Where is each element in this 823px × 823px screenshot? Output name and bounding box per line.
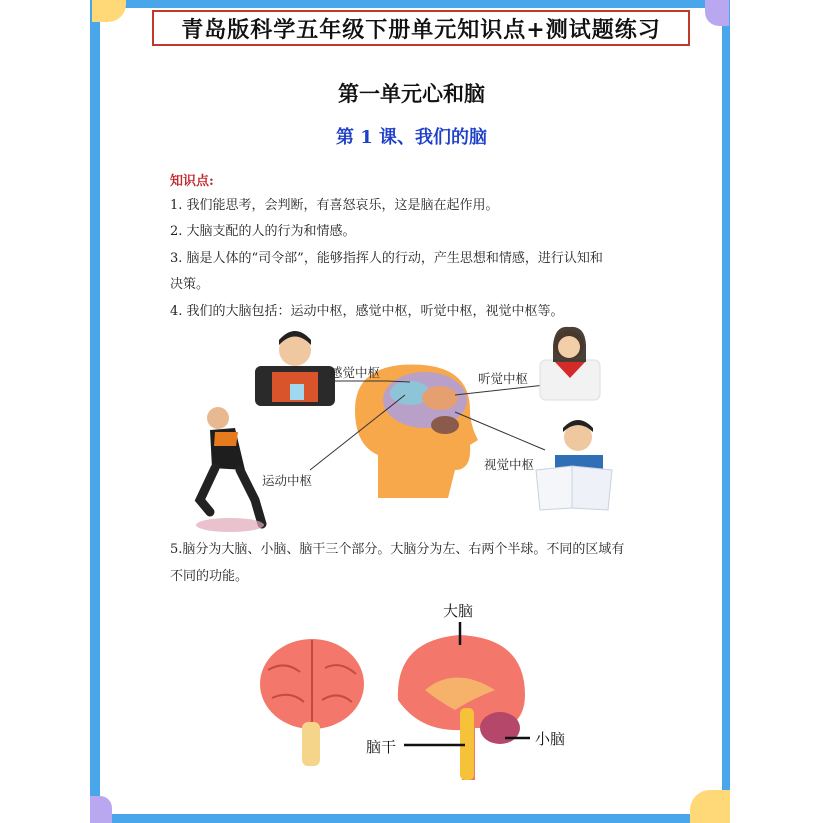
- page-title: 青岛版科学五年级下册单元知识点+测试题练习: [152, 10, 690, 46]
- label-hearing-center: 听觉中枢: [478, 371, 529, 386]
- knowledge-item-2: 2. 大脑支配的人的行为和情感。: [170, 224, 356, 239]
- knowledge-item-3a: 3. 脑是人体的“司令部”，能够指挥人的行动，产生思想和情感，进行认知和: [170, 251, 603, 266]
- brain-exterior-image: [260, 639, 364, 766]
- knowledge-item-3b: 决策。: [170, 277, 210, 292]
- child-reading-image: [536, 420, 612, 510]
- unit-heading: 第一单元心和脑: [338, 81, 485, 106]
- brain-section-image: [398, 635, 525, 780]
- child-sensing-image: [255, 331, 335, 406]
- label-vision-center: 视觉中枢: [484, 457, 535, 472]
- knowledge-item-1: 1. 我们能思考，会判断，有喜怒哀乐，这是脑在起作用。: [170, 198, 499, 213]
- knowledge-item-5b: 不同的功能。: [170, 569, 249, 584]
- label-motor-center: 运动中枢: [262, 473, 313, 488]
- child-running-image: [196, 407, 264, 532]
- label-sensing-center: 感觉中枢: [330, 365, 381, 380]
- child-hearing-image: [540, 327, 600, 400]
- knowledge-label: 知识点:: [170, 174, 214, 189]
- label-cerebrum: 大脑: [443, 602, 474, 620]
- knowledge-item-5a: 5.脑分为大脑、小脑、脑干三个部分。大脑分为左、右两个半球。不同的区域有: [170, 542, 625, 557]
- label-cerebellum: 小脑: [535, 730, 566, 748]
- lesson-heading: 第 1 课、我们的脑: [335, 127, 488, 148]
- knowledge-item-4: 4. 我们的大脑包括：运动中枢，感觉中枢，听觉中枢，视觉中枢等。: [170, 304, 564, 319]
- label-brainstem: 脑干: [366, 738, 397, 756]
